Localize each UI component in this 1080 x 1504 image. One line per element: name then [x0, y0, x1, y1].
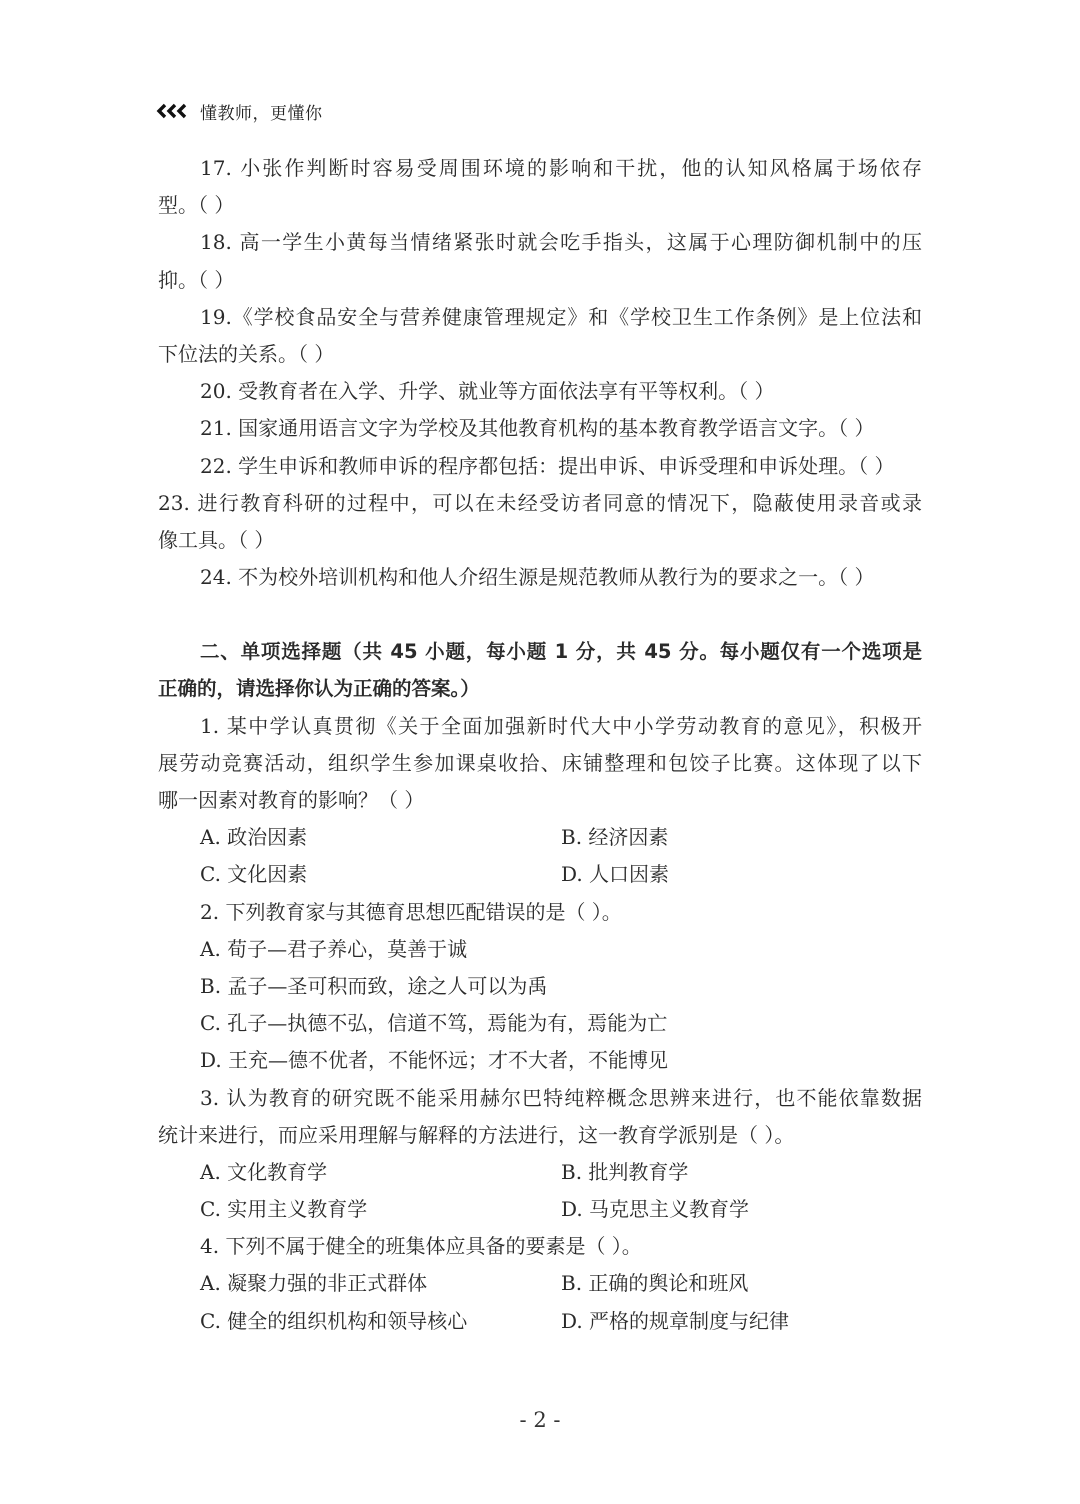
judgment-q19-line2: 下位法的关系。（ ） [158, 341, 335, 366]
judgment-q23-line1: 23. 进行教育科研的过程中，可以在未经受访者同意的情况下，隐蔽使用录音或录 [158, 490, 922, 515]
choice-q4-stem: 4. 下列不属于健全的班集体应具备的要素是（ ）。 [200, 1234, 642, 1259]
choice-q3-option-a: A. 文化教育学 [200, 1159, 328, 1184]
choice-q1-line3: 哪一因素对教育的影响？（ ） [158, 788, 425, 812]
choice-q4-options-row1 [158, 1265, 922, 1302]
judgment-q18-line1: 18. 高一学生小黄每当情绪紧张时就会吃手指头，这属于心理防御机制中的压 [200, 230, 922, 255]
judgment-q23-line2: 像工具。（ ） [158, 527, 275, 552]
choice-q4-options-row2 [158, 1303, 922, 1340]
choice-q3-option-c: C. 实用主义教育学 [200, 1197, 368, 1222]
choice-q2-option-a: A. 荀子—君子养心，莫善于诚 [200, 936, 468, 961]
choice-q1-line2: 展劳动竞赛活动，组织学生参加课桌收拾、床铺整理和包饺子比赛。这体现了以下 [158, 750, 922, 775]
choice-q4-option-a: A. 凝聚力强的非正式群体 [200, 1271, 428, 1296]
page-number: - 2 - [519, 1408, 561, 1432]
choice-q3-line1: 3. 认为教育的研究既不能采用赫尔巴特纯粹概念思辨来进行，也不能依靠数据 [200, 1085, 922, 1110]
choice-q2-stem: 2. 下列教育家与其德育思想匹配错误的是（ ）。 [200, 899, 622, 924]
choice-q1-options-row1 [158, 819, 922, 856]
choice-q1-option-c: C. 文化因素 [200, 862, 308, 887]
page-header [156, 96, 323, 126]
judgment-q18-line2: 抑。（ ） [158, 267, 235, 292]
choice-q1-options-row2 [158, 856, 922, 893]
page-content [158, 150, 922, 1340]
choice-q3-option-b: B. 批判教育学 [561, 1159, 689, 1184]
judgment-q17-line1: 17. 小张作判断时容易受周围环境的影响和干扰，他的认知风格属于场依存 [200, 156, 922, 180]
section2-title-line2: 正确的，请选择你认为正确的答案。） [158, 677, 480, 701]
choice-q3-options-row1 [158, 1154, 922, 1191]
choice-q4-option-d: D. 严格的规章制度与纪律 [561, 1308, 790, 1333]
judgment-q22: 22. 学生申诉和教师申诉的程序都包括：提出申诉、申诉受理和申诉处理。（ ） [200, 453, 895, 478]
judgment-q19-line1: 19.《学校食品安全与营养健康管理规定》和《学校卫生工作条例》是上位法和 [200, 304, 922, 329]
choice-q2-option-d: D. 王充—德不优者，不能怀远；才不大者，不能博见 [200, 1048, 669, 1073]
choice-q1-line1: 1. 某中学认真贯彻《关于全面加强新时代大中小学劳动教育的意见》，积极开 [200, 713, 922, 738]
choice-q3-options-row2 [158, 1191, 922, 1228]
choice-q1-option-d: D. 人口因素 [561, 862, 670, 887]
choice-q4-option-b: B. 正确的舆论和班风 [561, 1271, 749, 1296]
choice-q4-option-c: C. 健全的组织机构和领导核心 [200, 1308, 468, 1333]
judgment-q21: 21. 国家通用语言文字为学校及其他教育机构的基本教育教学语言文字。（ ） [200, 416, 875, 441]
choice-q2-option-c: C. 孔子—执德不弘，信道不笃，焉能为有，焉能为亡 [200, 1011, 668, 1036]
choice-q3-line2: 统计来进行，而应采用理解与解释的方法进行，这一教育学派别是（ ）。 [158, 1122, 795, 1147]
judgment-q24: 24. 不为校外培训机构和他人介绍生源是规范教师从教行为的要求之一。（ ） [200, 565, 875, 590]
choice-q1-option-a: A. 政治因素 [200, 825, 308, 850]
judgment-q20: 20. 受教育者在入学、升学、就业等方面依法享有平等权利。（ ） [200, 379, 775, 404]
choice-q2-option-b: B. 孟子—圣可积而致，途之人可以为禹 [200, 973, 548, 998]
triple-chevron-left-icon [156, 103, 190, 119]
judgment-q17-line2: 型。（ ） [158, 193, 235, 218]
section2-title-line1: 二、单项选择题（共 45 小题，每小题 1 分，共 45 分。每小题仅有一个选项是 [200, 640, 922, 664]
section-gap [158, 596, 922, 633]
header-slogan: 懂教师，更懂你 [200, 103, 323, 124]
choice-q3-option-d: D. 马克思主义教育学 [561, 1197, 750, 1222]
choice-q1-option-b: B. 经济因素 [561, 825, 669, 850]
